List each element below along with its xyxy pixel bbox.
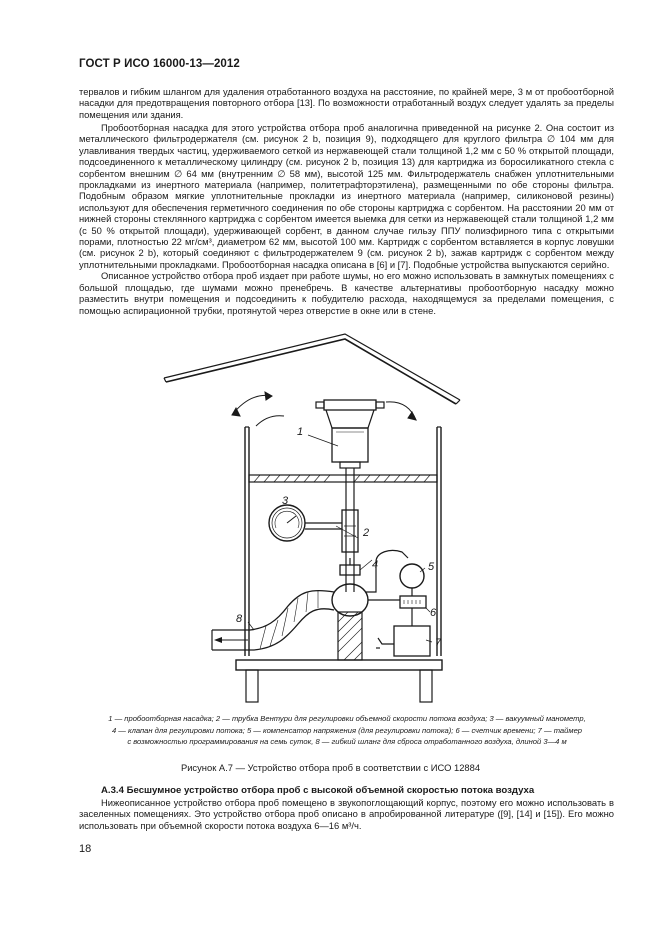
figure-legend (86, 713, 608, 748)
body-text-bottom (79, 797, 614, 831)
label-3: 3 (282, 495, 289, 507)
legend-line: с возможностью программирования на семь суток, 8 — гибкий шланг для сброса отработанного воздуха, длиной 3—4 м (127, 737, 567, 747)
legend-line: 4 — клапан для регулировки потока; 5 — компенсатор напряжения (для регулировки потока); 6 — счетчик времени; 7 — таймер (111, 725, 583, 735)
pump-body (332, 584, 368, 660)
roof-outline (164, 334, 460, 404)
exhaust-hose (212, 590, 334, 650)
sampling-nozzle (316, 400, 384, 468)
label-1: 1 (297, 426, 304, 438)
body-text-top (79, 86, 614, 120)
label-5: 5 (428, 561, 435, 573)
sampling-pipe (346, 468, 354, 592)
figure-title: Рисунок А.7 — Устройство отбора проб в соответствии с ИСО 12884 (180, 762, 481, 773)
paragraph-silent-sampler: Нижеописанное устройство отбора проб помещено в звукопоглощающий корпус, поэтому его можно использовать в заселенных помещениях. Это устройство отбора проб описано в апробированной литературе ([9], [14] и [15]). Его можно использовать при объемной скорости потока воздуха 6—16 м³/ч. (79, 797, 614, 831)
page-header: ГОСТ Р ИСО 16000-13—2012 (79, 58, 240, 70)
support-table (236, 660, 442, 702)
sampler-figure (150, 330, 470, 708)
paragraph-nozzle: Пробоотборная насадка для этого устройства отбора проб аналогична приведенной на рисунке 2. Она состоит из металлического фильтродержателя (см. рисунок 2 b, позиция 9), подходящего для круглого фильтра ∅ 104 мм для улавливания твердых частиц, удерживаемого сеткой из нержавеющей стали толщиной 1,2 мм с 50 % открытой площади, подсоединенного к металлическому цилиндру (см. рисунок 2 b, позиция 13) для картриджа из боросиликатного стекла с сорбентом внешним ∅ 64 мм (внутренним ∅ 58 мм), высотой 125 мм. Фильтродержатель снабжен уплотнительными прокладками из инертного материала (например, политетрафторэтилена), размещенными по обе стороны фильтра. Подобным образом мягкие уплотнительные прокладки из инертного материала (например, силиконовой резины) используют для обеспечения герметичного соединения по обе стороны картриджа с сорбентом. На расстоянии 20 мм от нижней стороны стеклянного картриджа с сорбентом имеется выемка для сетки из нержавеющей стали толщиной 1,2 мм (с 50 % открытой площади), удерживающей сорбент, в данном случае гильзу ППУ полиэфирного типа с открытыми порами, плотностью 22 мг/см³, диаметром 62 мм, высотой 100 мм. Картридж с сорбентом вставляется в корпус ловушки (см. рисунок 2 b), который соединяют с фильтродержателем 9 (см. рисунок 2 b), зажав картридж с сорбентом между уплотнительными прокладками. Пробоотборная насадка описана в [6] и [7]. Подобные устройства выпускаются серийно. (79, 122, 614, 270)
label-8: 8 (236, 613, 243, 625)
paragraph-noise: Описанное устройство отбора проб издает при работе шумы, но его можно использовать в замкнутых помещениях с большой площадью, где шумами можно пренебречь. В качестве альтернативы пробоотборную насадку можно разместить внутри помещения и подсоединить к побудителю расхода, находящемуся за пределами помещения, с помощью аспирационной трубки, протянутой через отверстие в окне или в стене. (79, 270, 614, 316)
body-text-main (79, 122, 614, 316)
label-7: 7 (435, 637, 442, 649)
page-number: 18 (79, 843, 92, 855)
vacuum-manometer (269, 505, 342, 541)
label-4: 4 (372, 559, 379, 571)
flow-valve (340, 558, 360, 575)
label-6: 6 (430, 607, 437, 619)
label-2: 2 (363, 527, 370, 539)
venturi-tube (342, 510, 358, 552)
legend-line: 1 — пробоотборная насадка; 2 — трубка Вентури для регулировки объемной скорости потока воздуха; 3 — вакуумный манометр, (108, 714, 586, 723)
paragraph-continuation: тервалов и гибким шлангом для удаления отработанного воздуха на расстояние, по крайней мере, 3 м от пробоотборной насадки для предотвращения повторного отбора [13]. По возможности отработанный воздух следует удалять за пределы помещения или здания. (79, 86, 614, 120)
section-heading: А.3.4 Бесшумное устройство отбора проб с высокой объемной скоростью потока воздуха (101, 785, 535, 796)
